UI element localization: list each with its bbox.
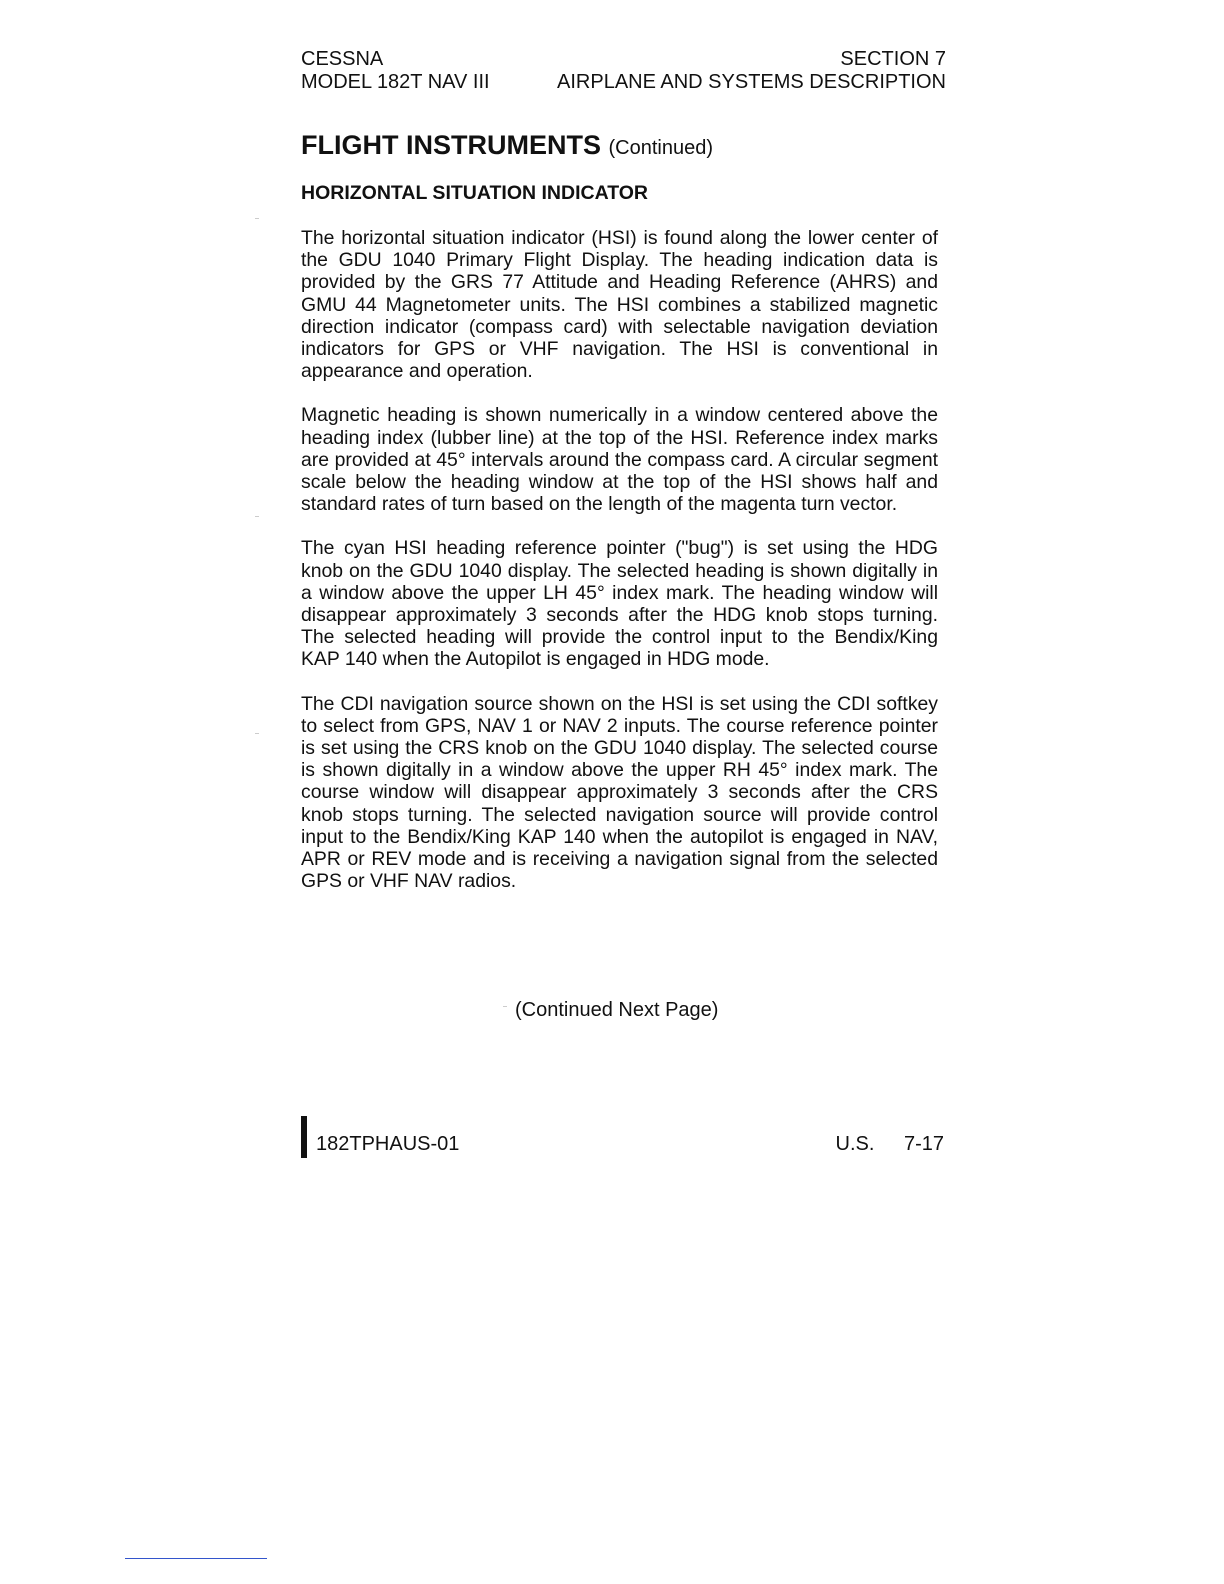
page-header (301, 48, 946, 94)
scan-mark (255, 516, 259, 517)
header-model: MODEL 182T NAV III (301, 71, 490, 93)
revision-change-bar (301, 1116, 307, 1158)
paragraph-cdi-source: The CDI navigation source shown on the HSI is set using the CDI softkey to select from GPS, NAV 1 or NAV 2 inputs. The course reference pointer is set using the CRS knob on the GDU 1040 display. The selected course is shown digitally in a window above the upper RH 45° index mark. The course window will disappear approximately 3 seconds after the CRS knob stops turning. The selected navigation source will provide control input to the Bendix/King KAP 140 when the autopilot is engaged in NAV, APR or REV mode and is receiving a navigation signal from the selected GPS or VHF NAV radios. (301, 692, 938, 893)
header-row-bottom (301, 71, 946, 94)
subsection-title: HORIZONTAL SITUATION INDICATOR (301, 182, 649, 204)
footer-region: U.S. (835, 1133, 875, 1155)
scan-mark (503, 1006, 507, 1007)
paragraph-hsi-overview: The horizontal situation indicator (HSI) is found along the lower center of the GDU 1040 Primary Flight Display. The heading indication data is provided by the GRS 77 Attitude and Heading Reference (AHRS) and GMU 44 Magnetometer units. The HSI combines a stabilized magnetic direction indicator (compass card) with selectable navigation deviation indicators for GPS or VHF navigation. The HSI is conventional in appearance and operation. (301, 227, 938, 383)
page-title-main: FLIGHT INSTRUMENTS (301, 130, 601, 160)
footer-doc-number: 182TPHAUS-01 (316, 1133, 460, 1155)
page-title (301, 127, 713, 166)
paragraph-heading-bug: The cyan HSI heading reference pointer ("bug") is set using the HDG knob on the GDU 1040 display. The selected heading is shown digitally in a window above the upper LH 45° index mark. The heading window will disappear approximately 3 seconds after the HDG knob stops turning. The selected heading will provide the control input to the Bendix/King KAP 140 when the Autopilot is engaged in HDG mode. (301, 537, 938, 671)
continued-next-page-note: (Continued Next Page) (515, 999, 719, 1021)
page-title-continued: (Continued) (608, 137, 714, 159)
scan-mark (255, 218, 259, 219)
bottom-rule-line (125, 1558, 267, 1559)
header-manufacturer: CESSNA (301, 48, 384, 70)
scan-mark (255, 733, 259, 734)
body-text (301, 227, 938, 914)
footer-page-id (836, 1132, 945, 1156)
paragraph-magnetic-heading: Magnetic heading is shown numerically in a window centered above the heading index (lubber line) at the top of the HSI. Reference index marks are provided at 45° intervals around the compass card. A circular segment scale below the heading window at the top of the HSI shows half and standard rates of turn based on the length of the magenta turn vector. (301, 404, 938, 516)
header-section-title: AIRPLANE AND SYSTEMS DESCRIPTION (557, 71, 946, 93)
footer-page-number: 7-17 (903, 1133, 944, 1155)
header-row-top (301, 48, 946, 71)
header-section-number: SECTION 7 (840, 48, 946, 70)
page-footer (301, 1116, 944, 1158)
